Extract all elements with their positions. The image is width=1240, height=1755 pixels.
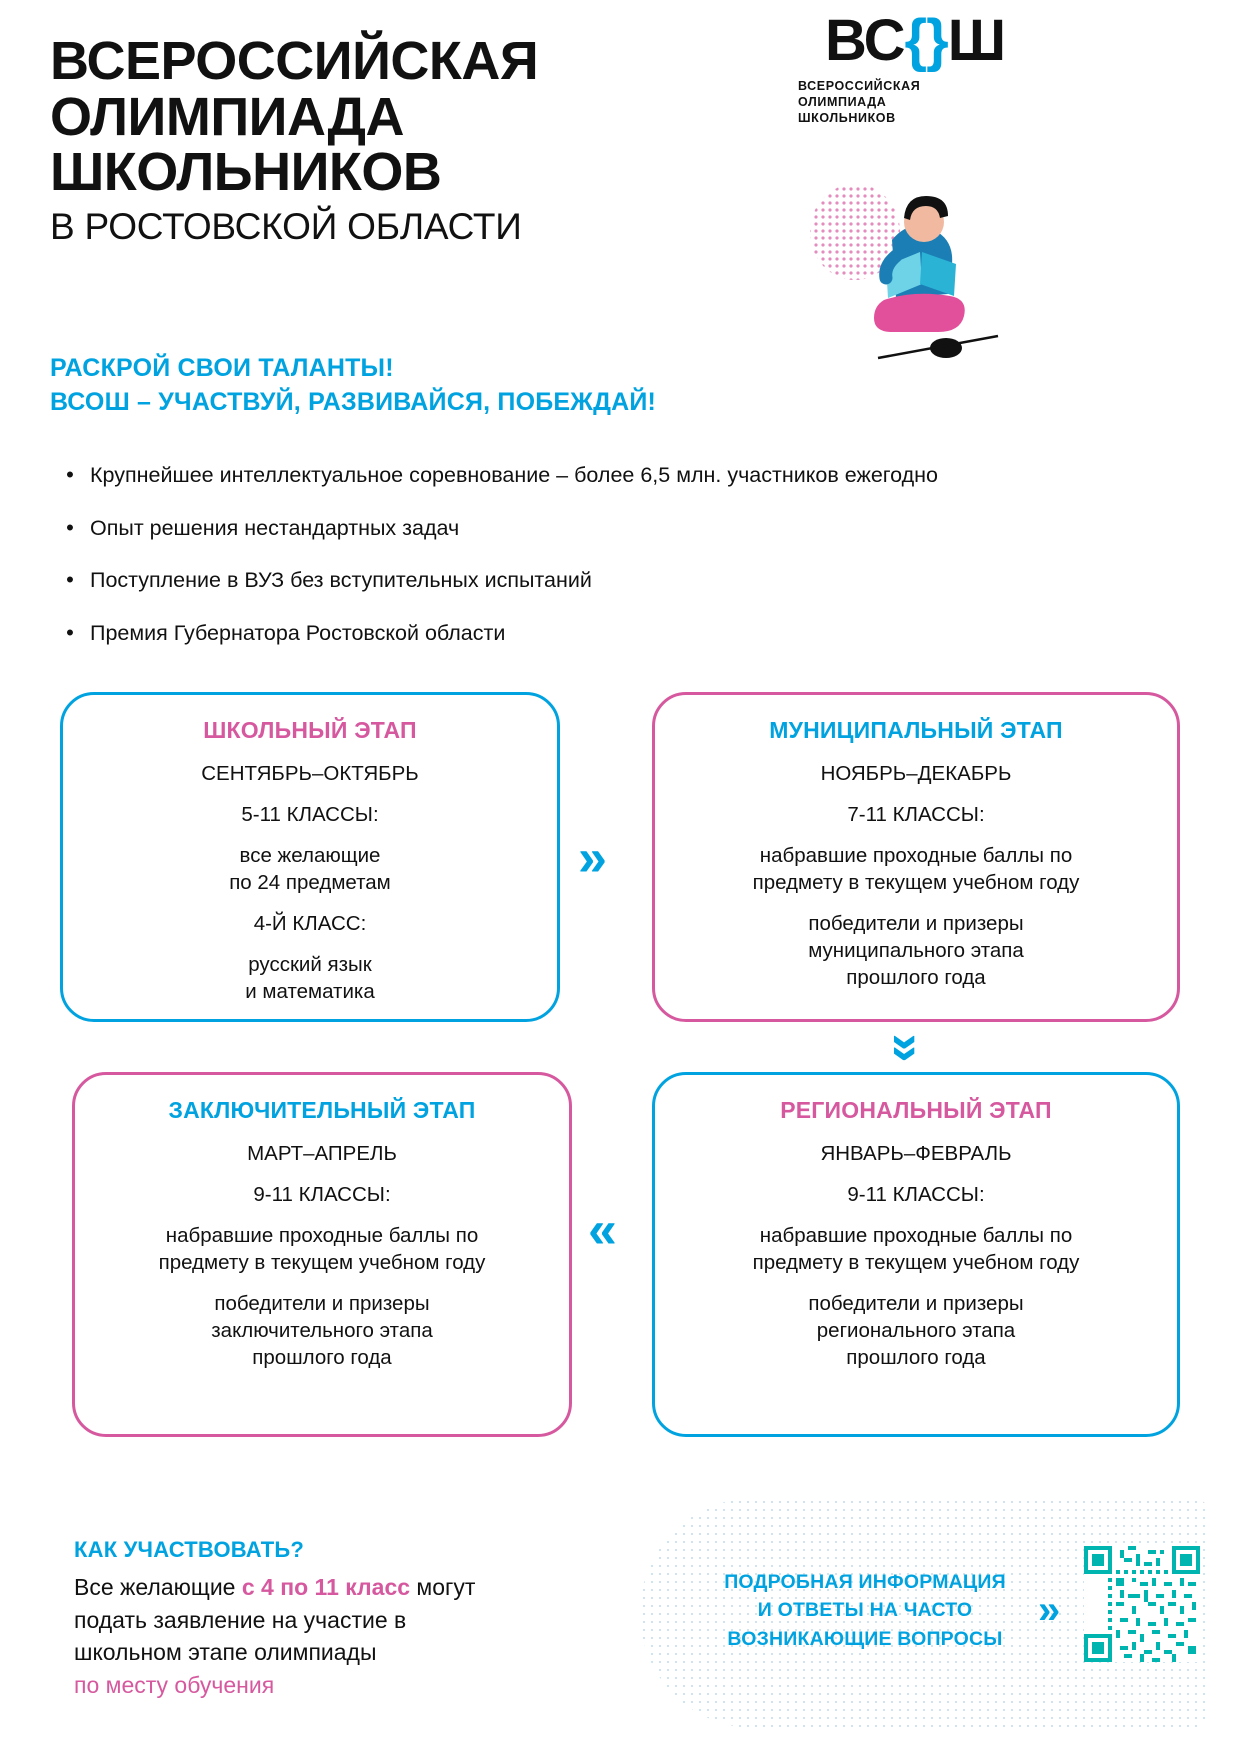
stage-card-school (60, 692, 560, 1022)
stage-winners-final (101, 1290, 543, 1371)
how-to-line-1 (74, 1571, 634, 1604)
list-item (50, 513, 1150, 544)
bullet-icon: • (66, 514, 74, 540)
how-to-participate-text (74, 1571, 634, 1702)
arrow-left-icon: « (588, 1201, 617, 1259)
vsosh-logo (790, 8, 1040, 126)
stage-grades-municipal: 7-11 КЛАССЫ: (847, 803, 985, 827)
how-to-line-1-b: могут (410, 1574, 476, 1600)
title-line-3: ШКОЛЬНИКОВ (50, 142, 442, 203)
stage-winners-regional (681, 1290, 1151, 1371)
how-to-participate (74, 1537, 634, 1702)
stage-who-municipal-line-3: победители и призеры (808, 912, 1024, 936)
stage-who-school-line-3: русский язык (248, 953, 372, 977)
stage-who-municipal-line-5: прошлого года (846, 966, 986, 990)
stage-period-regional: ЯНВАРЬ–ФЕВРАЛЬ (820, 1142, 1012, 1165)
stage-who-final (101, 1222, 543, 1276)
reading-student-illustration (800, 180, 1030, 390)
bullet-icon: • (66, 567, 74, 593)
more-info-panel (640, 1498, 1210, 1728)
stage-period-school: СЕНТЯБРЬ–ОКТЯБРЬ (201, 762, 419, 785)
stage-card-municipal (652, 692, 1180, 1022)
stage-who-final-line-3: победители и призеры (214, 1292, 430, 1316)
stage-grades-regional: 9-11 КЛАССЫ: (847, 1183, 985, 1207)
stage-period-municipal: НОЯБРЬ–ДЕКАБРЬ (820, 762, 1012, 785)
stage-title-school: ШКОЛЬНЫЙ ЭТАП (203, 717, 417, 743)
benefits-list (50, 460, 1150, 670)
more-info-text (700, 1568, 1030, 1653)
stage-who-school (89, 842, 531, 896)
stage-who-regional-line-4: регионального этапа (816, 1319, 1016, 1343)
stage-title-final: ЗАКЛЮЧИТЕЛЬНЫЙ ЭТАП (168, 1097, 476, 1123)
stages-diagram (60, 692, 1180, 1472)
stage-who-municipal-line-4: муниципального этапа (808, 939, 1024, 963)
arrow-right-icon: » (578, 829, 607, 887)
arrow-down-icon: » (878, 1033, 937, 1063)
logo-mark-right: Ш (947, 8, 1005, 73)
list-item-label: Опыт решения нестандартных задач (90, 515, 460, 540)
list-item-label: Поступление в ВУЗ без вступительных испытаний (90, 568, 592, 593)
stage-grades-school: 5-11 КЛАССЫ: (241, 803, 379, 827)
page-title (50, 31, 710, 203)
logo-subtext-line-2: ОЛИМПИАДА (798, 95, 887, 109)
how-to-highlight-grades: с 4 по 11 класс (241, 1574, 411, 1600)
stage-who-school-line-2: по 24 предметам (229, 871, 391, 895)
title-block (50, 31, 710, 248)
title-line-2: ОЛИМПИАДА (50, 86, 404, 147)
stage-who-regional-line-5: прошлого года (846, 1346, 986, 1370)
list-item (50, 565, 1150, 596)
logo-mark-bracket: {} (904, 8, 948, 73)
logo-subtext (790, 78, 1040, 126)
tagline-line-1: РАСКРОЙ СВОИ ТАЛАНТЫ! (50, 354, 394, 382)
how-to-participate-title: КАК УЧАСТВОВАТЬ? (74, 1537, 305, 1562)
stage-who-regional-line-3: победители и призеры (808, 1292, 1024, 1316)
stage-who-school-line-4: и математика (245, 980, 375, 1004)
page-subtitle: В РОСТОВСКОЙ ОБЛАСТИ (50, 205, 522, 247)
list-item (50, 460, 1150, 491)
stage-winners-municipal (681, 910, 1151, 991)
how-to-line-3: школьном этапе олимпиады (74, 1639, 377, 1666)
bullet-icon: • (66, 462, 74, 487)
stage-who-final-line-1: набравшие проходные баллы по (165, 1224, 479, 1248)
stage-who-regional-line-2: предмету в текущем учебном году (752, 1251, 1080, 1275)
stage-grades2-school: 4-Й КЛАСС: (253, 912, 367, 936)
arrow-right-info-icon: » (1038, 1588, 1061, 1632)
list-item-label: Крупнейшее интеллектуальное соревнование – более 6,5 млн. участников ежегодно (90, 463, 939, 487)
stage-grades-final: 9-11 КЛАССЫ: (253, 1183, 391, 1207)
stage-card-regional (652, 1072, 1180, 1437)
stage-who-final-line-2: предмету в текущем учебном году (158, 1251, 486, 1275)
qr-code[interactable] (1084, 1546, 1200, 1662)
stage-who-regional-line-1: набравшие проходные баллы по (759, 1224, 1073, 1248)
title-line-1: ВСЕРОССИЙСКАЯ (50, 31, 539, 91)
stage-who-school-line-1: все желающие (239, 844, 381, 868)
bullet-icon: • (66, 619, 74, 645)
logo-subtext-line-1: ВСЕРОССИЙСКАЯ (798, 79, 921, 93)
stage-who-final-line-5: прошлого года (252, 1346, 392, 1370)
stage-card-final (72, 1072, 572, 1437)
stage-title-municipal: МУНИЦИПАЛЬНЫЙ ЭТАП (769, 717, 1063, 743)
logo-mark-left: ВС (824, 8, 905, 73)
how-to-line-2: подать заявление на участие в (74, 1606, 407, 1633)
stage-subjects-school (89, 951, 531, 1005)
stage-who-municipal-line-2: предмету в текущем учебном году (752, 871, 1080, 895)
logo-wordmark (790, 8, 1040, 73)
stage-title-regional: РЕГИОНАЛЬНЫЙ ЭТАП (780, 1097, 1052, 1123)
stage-who-regional (681, 1222, 1151, 1276)
logo-subtext-line-3: ШКОЛЬНИКОВ (798, 111, 896, 125)
how-to-line-1-a: Все желающие (74, 1574, 242, 1600)
more-info-line-3: ВОЗНИКАЮЩИЕ ВОПРОСЫ (727, 1627, 1003, 1650)
how-to-line-4: по месту обучения (74, 1671, 275, 1698)
stage-period-final: МАРТ–АПРЕЛЬ (247, 1142, 397, 1165)
more-info-line-1: ПОДРОБНАЯ ИНФОРМАЦИЯ (724, 1571, 1006, 1593)
list-item-label: Премия Губернатора Ростовской области (90, 620, 506, 645)
tagline-line-2: ВСОШ – УЧАСТВУЙ, РАЗВИВАЙСЯ, ПОБЕЖДАЙ! (50, 387, 657, 416)
stage-who-final-line-4: заключительного этапа (211, 1319, 433, 1343)
list-item (50, 618, 1150, 649)
stage-who-municipal (681, 842, 1151, 896)
tagline (50, 352, 656, 420)
stage-who-municipal-line-1: набравшие проходные баллы по (759, 844, 1073, 868)
more-info-line-2: И ОТВЕТЫ НА ЧАСТО (757, 1599, 973, 1622)
